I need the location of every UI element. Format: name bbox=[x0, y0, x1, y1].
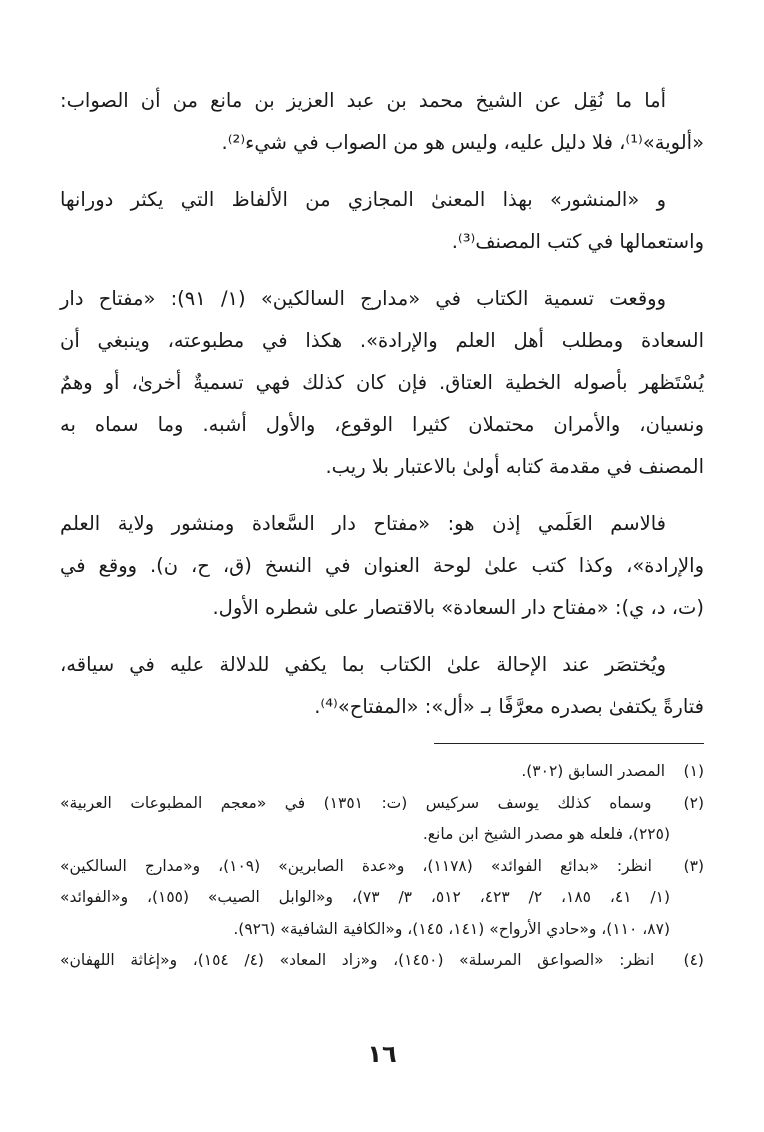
page-number: ١٦ bbox=[367, 1040, 397, 1068]
paragraph-line: ووقعت تسمية الكتاب في «مدارج السالكين» (١/ ٩١): «مفتاح دار bbox=[60, 287, 666, 310]
paragraph-line: فتارةً يكتفىٰ بصدره معرَّفًا بـ «أل»: «المفتاح»⁽⁴⁾. bbox=[314, 695, 704, 718]
footnote-text: انظر: «بدائع الفوائد» (١١٧٨)، و«عدة الصابرين» (١٠٩)، و«مدارج السالكين» bbox=[60, 856, 652, 875]
footnote-line: (٨٧، ١١٠)، و«حادي الأرواح» (١٤١، ١٤٥)، و«الكافية الشافية» (٩٢٦). bbox=[233, 919, 670, 938]
footnote-3 bbox=[60, 851, 704, 946]
paragraph-line: واستعمالها في كتب المصنف⁽³⁾. bbox=[451, 230, 704, 253]
paragraph-line: (ت، د، ي): «مفتاح دار السعادة» بالاقتصار على شطره الأول. bbox=[212, 596, 704, 619]
footnote-text: انظر: «الصواعق المرسلة» (١٤٥٠)، و«زاد المعاد» (٤/ ١٥٤)، و«إغاثة اللهفان» bbox=[60, 951, 655, 969]
paragraph-line: يُسْتَظهر بأصوله الخطية العتاق. فإن كان كذلك فهي تسميةٌ أخرىٰ، أو وهمٌ bbox=[60, 371, 704, 394]
footnote-number: (٤) bbox=[683, 951, 704, 969]
footnote-number: (٢) bbox=[683, 793, 704, 812]
paragraph-line: والإرادة»، وكذا كتب علىٰ لوحة العنوان في النسخ (ق، ح، ن). ووقع في bbox=[60, 554, 704, 577]
footnote-separator bbox=[434, 743, 704, 744]
footnote-line bbox=[60, 945, 704, 977]
paragraph-line: و «المنشور» بهذا المعنىٰ المجازي من الألفاظ التي يكثر دورانها bbox=[60, 188, 666, 211]
paragraph-line: ونسيان، والأمران محتملان كثيرا الوقوع، والأول أشبه. وما سماه به bbox=[60, 413, 704, 436]
paragraph-4 bbox=[60, 503, 704, 629]
paragraph-line: السعادة ومطلب أهل العلم والإرادة». هكذا في مطبوعته، وينبغي أن bbox=[60, 329, 704, 352]
footnote-line: (٢٢٥)، فلعله هو مصدر الشيخ ابن مانع. bbox=[422, 825, 670, 843]
footnote-line bbox=[60, 851, 704, 883]
paragraph-1 bbox=[60, 80, 704, 164]
footnote-number: (١) bbox=[683, 762, 704, 780]
footnote-2 bbox=[60, 788, 704, 851]
footnote-line bbox=[60, 788, 704, 820]
paragraph-line: «ألوية»⁽¹⁾، فلا دليل عليه، وليس هو من الصواب في شيء⁽²⁾. bbox=[221, 131, 704, 154]
footnote-text: المصدر السابق (٣٠٢). bbox=[521, 762, 666, 780]
footnote-4 bbox=[60, 945, 704, 977]
footnotes bbox=[60, 756, 704, 977]
footnote-line bbox=[60, 756, 704, 788]
paragraph-2 bbox=[60, 179, 704, 263]
footnote-text: وسماه كذلك يوسف سركيس (ت: ١٣٥١) في «معجم المطبوعات العربية» bbox=[60, 793, 652, 812]
paragraph-5 bbox=[60, 644, 704, 728]
paragraph-line: فالاسم العَلَمي إذن هو: «مفتاح دار السَّعادة ومنشور ولاية العلم bbox=[60, 512, 666, 535]
paragraph-line: ويُختصَر عند الإحالة علىٰ الكتاب بما يكفي للدلالة عليه في سياقه، bbox=[60, 653, 666, 676]
footnote-line: (١/ ٤١، ١٨٥، ٢/ ٤٢٣، ٥١٢، ٣/ ٧٣)، و«الوابل الصيب» (١٥٥)، و«الفوائد» bbox=[60, 888, 671, 906]
paragraph-line: أما ما نُقِل عن الشيخ محمد بن عبد العزيز بن مانع من أن الصواب: bbox=[60, 89, 666, 112]
footnote-1 bbox=[60, 756, 704, 788]
footnote-number: (٣) bbox=[683, 856, 704, 875]
paragraph-line: المصنف في مقدمة كتابه أولىٰ بالاعتبار بلا ريب. bbox=[325, 455, 704, 478]
page-body bbox=[60, 80, 704, 977]
paragraph-3 bbox=[60, 278, 704, 488]
